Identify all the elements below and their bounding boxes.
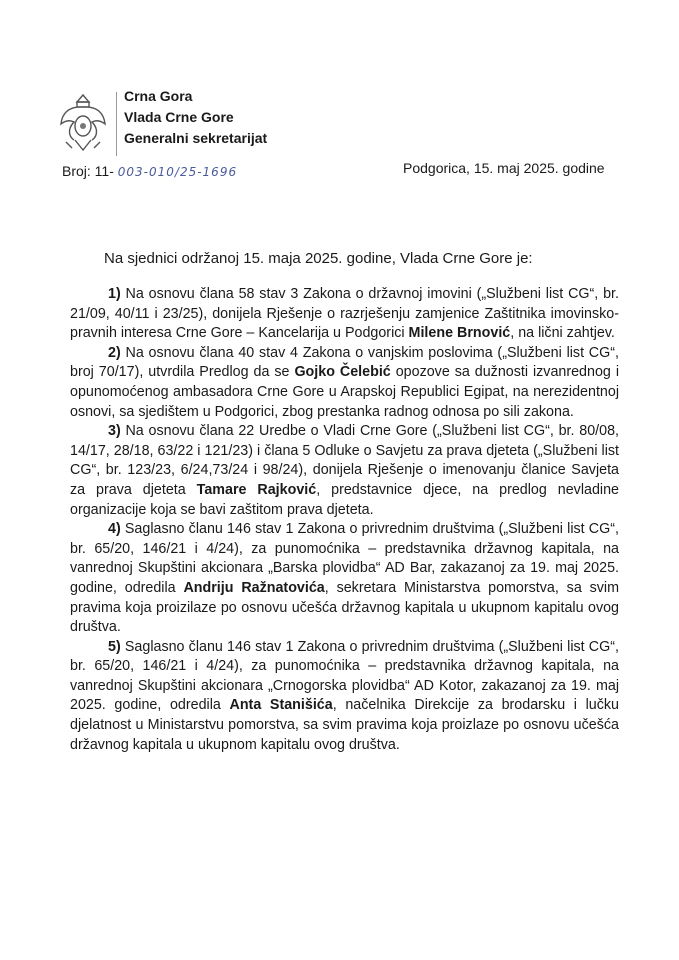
document-number-label: Broj: 11- bbox=[62, 163, 114, 179]
decision-item: 5) Saglasno članu 146 stav 1 Zakona o privrednim društvima („Službeni list CG“, br. 65/20, 146/21 i 4/24), za punomoćnika – predstavnika državnog kapitala, na vanrednoj Skupštini akcionara „Crnogorska plovidba“ AD Kotor, zakazanoj za 19. maj 2025. godine, odredila Anta Stanišića, načelnika Direkcije za brodarsku i lučku djelatnost u Ministarstvu pomorstva, sa svim pravima koja proizlaze po osnovu učešća državnog kapitala u ukupnom kapitalu ovog društva. bbox=[70, 638, 619, 753]
document-number-handwritten: 003-010/25-1696 bbox=[117, 165, 238, 179]
decision-item: 2) Na osnovu člana 40 stav 4 Zakona o vanjskim poslovima („Službeni list CG“, broj 70/17), utvrdila Predlog da se Gojko Čelebić opozove sa dužnosti izvanrednog i opunomoćenog ambasadora Crne Gore u Arapskoj Republici Egipat, na nerezidentnoj osnovi, sa sjedištem u Podgorici, zbog prestanka radnog odnosa po sili zakona. bbox=[70, 344, 619, 420]
document-date: Podgorica, 15. maj 2025. godine bbox=[403, 160, 605, 176]
intro-text: Na sjednici održanoj 15. maja 2025. godine, Vlada Crne Gore je: bbox=[104, 250, 533, 267]
header-government: Vlada Crne Gore bbox=[124, 109, 234, 125]
coat-of-arms-emblem bbox=[58, 92, 108, 156]
header-divider bbox=[116, 92, 117, 156]
decisions-list bbox=[70, 285, 619, 755]
decision-item: 4) Saglasno članu 146 stav 1 Zakona o privrednim društvima („Službeni list CG“, br. 65/20, 146/21 i 4/24), za punomoćnika – predstavnika državnog kapitala, na vanrednoj Skupštini akcionara „Barska plovidba“ AD Bar, zakazanoj za 19. maj 2025. godine, odredila Andriju Ražnatovića, sekretara Ministarstva pomorstva, sa svim pravima koja proizilaze po osnovu učešća državnog kapitala u ukupnom kapitalu ovog društva. bbox=[70, 521, 619, 636]
decision-item: 3) Na osnovu člana 22 Uredbe o Vladi Crne Gore („Službeni list CG“, br. 80/08, 14/17, 28/18, 63/22 i 121/23) i člana 5 Odluke o Savjetu za prava djeteta („Službeni list CG“, br. 123/23, 6/24,73/24 i 98/24), donijela Rješenje o imenovanju članice Savjeta za prava djeteta Tamare Rajković, predstavnice djece, na predlog nevladine organizacije koja se bavi zaštitom prava djeteta. bbox=[70, 423, 619, 518]
decision-item: 1) Na osnovu člana 58 stav 3 Zakona o državnoj imovini („Službeni list CG“, br. 21/09, 40/11 i 23/25), donijela Rješenje o razrješenju zamjenice Zaštitnika imovinsko-pravnih interesa Crne Gore – Kancelarija u Podgorici Milene Brnović, na lični zahtjev. bbox=[70, 286, 619, 342]
person-name: Gojko Čelebić bbox=[294, 364, 391, 381]
person-name: Andriju Ražnatovića bbox=[183, 579, 325, 596]
header-country: Crna Gora bbox=[124, 88, 193, 104]
person-name: Milene Brnović bbox=[408, 325, 511, 342]
person-name: Anta Stanišića bbox=[229, 697, 333, 714]
person-name: Tamare Rajković bbox=[196, 481, 317, 498]
document-number bbox=[62, 163, 237, 179]
header-secretariat: Generalni sekretarijat bbox=[124, 130, 268, 146]
